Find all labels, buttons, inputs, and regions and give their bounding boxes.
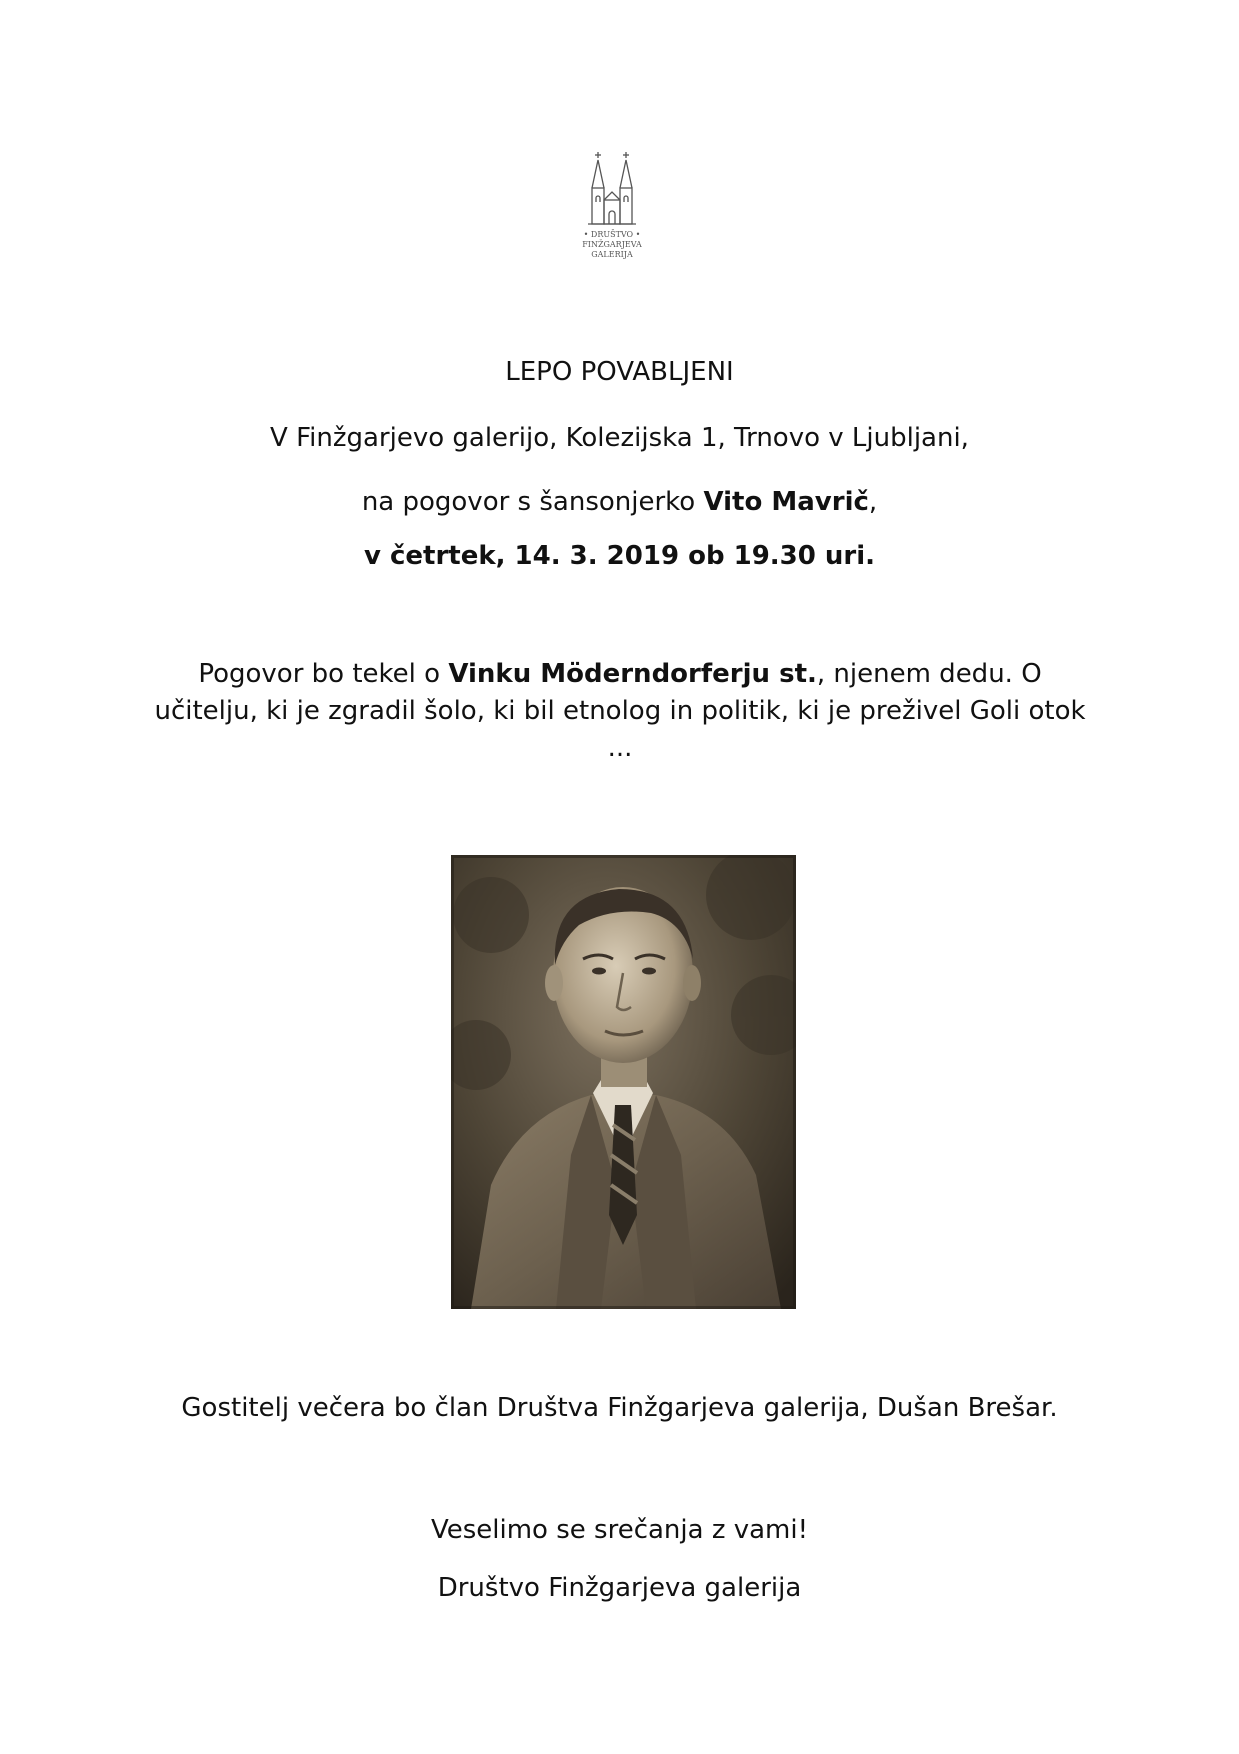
logo-text-line-3: GALERIJA bbox=[591, 250, 633, 259]
description-prefix: Pogovor bo tekel o bbox=[198, 659, 449, 689]
signature-line: Društvo Finžgarjeva galerija bbox=[437, 1573, 802, 1603]
logo-text-line-1: • DRUŠTVO • bbox=[583, 230, 641, 239]
closing-line: Veselimo se srečanja z vami! bbox=[430, 1515, 809, 1545]
guest-prefix: na pogovor s šansonjerko bbox=[361, 487, 704, 517]
description-subject: Vinku Möderndorferju st. bbox=[448, 659, 817, 689]
event-date-line: v četrtek, 14. 3. 2019 ob 19.30 uri. bbox=[363, 541, 876, 571]
venue-line: V Finžgarjevo galerijo, Kolezijska 1, Trnovo v Ljubljani, bbox=[270, 423, 969, 453]
description-suffix: , njenem dedu. O učitelju, ki je zgradil šolo, ki bil etnolog in politik, ki je preživel Goli otok ... bbox=[154, 659, 1086, 763]
guest-line bbox=[0, 484, 1239, 520]
guest-suffix: , bbox=[868, 487, 878, 517]
society-logo bbox=[570, 148, 670, 264]
logo-text-line-2: FINŽGARJEVA bbox=[582, 240, 642, 249]
description-paragraph bbox=[150, 656, 1090, 767]
portrait-photo bbox=[451, 855, 796, 1309]
guest-name: Vito Mavrič bbox=[703, 487, 869, 517]
host-line: Gostitelj večera bo član Društva Finžgarjeva galerija, Dušan Brešar. bbox=[181, 1393, 1058, 1423]
invitation-heading: LEPO POVABLJENI bbox=[505, 357, 734, 387]
